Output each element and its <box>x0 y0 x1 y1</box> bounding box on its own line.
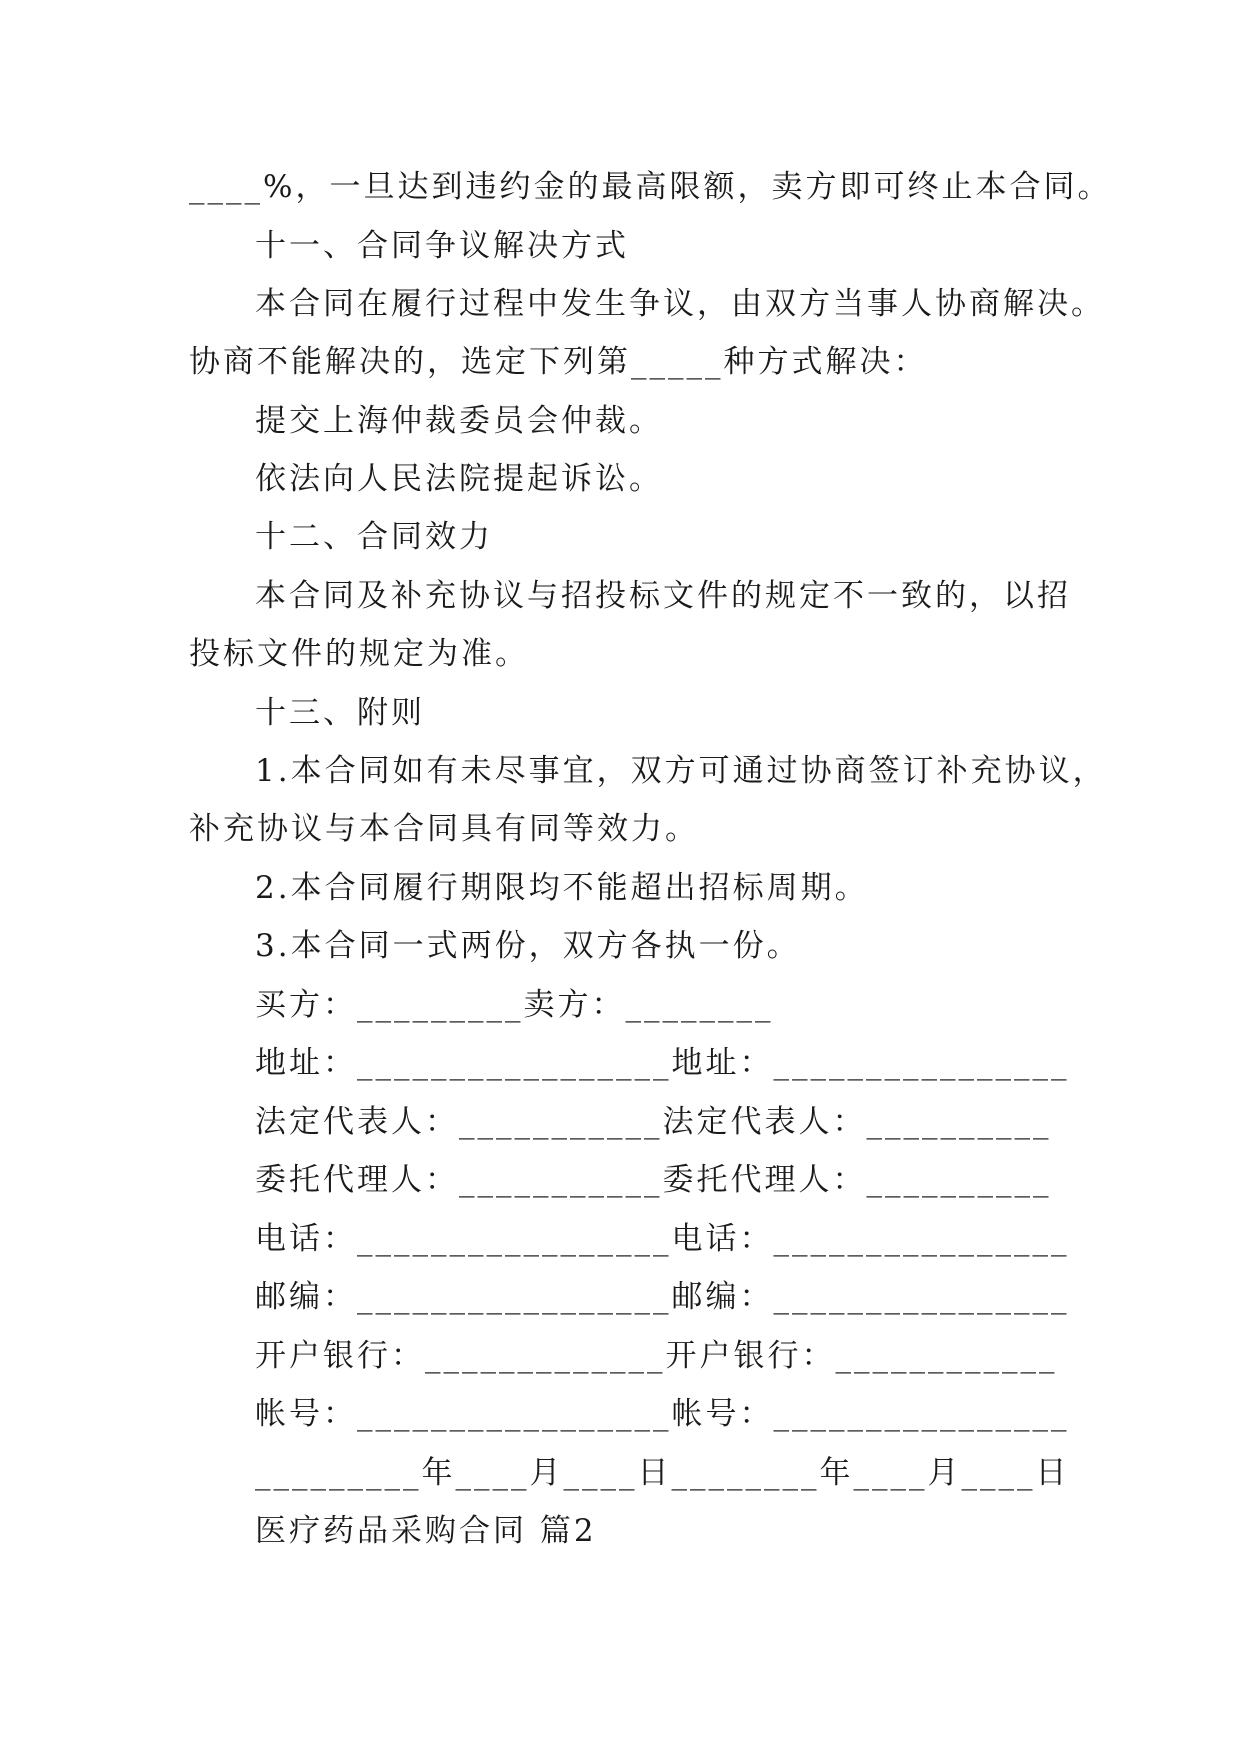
signature-agent-row: 委托代理人：___________委托代理人：__________ <box>255 1162 1052 1198</box>
penalty-clause-end: ____%，一旦达到违约金的最高限额，卖方即可终止本合同。 <box>189 169 1112 205</box>
signature-bank-row: 开户银行：_____________开户银行：____________ <box>255 1338 1058 1374</box>
section-11-heading: 十一、合同争议解决方式 <box>255 228 629 264</box>
signature-date-row: _________年____月____日________年____月____日 <box>255 1455 1070 1491</box>
signature-parties-row: 买方：_________卖方：________ <box>255 987 774 1023</box>
signature-legal-rep-row: 法定代表人：___________法定代表人：__________ <box>255 1104 1052 1140</box>
signature-account-row: 帐号：_________________帐号：________________ <box>255 1396 1070 1432</box>
dispute-paragraph-line-1: 本合同在履行过程中发生争议，由双方当事人协商解决。 <box>255 286 1105 322</box>
section-13-heading: 十三、附则 <box>255 695 425 731</box>
validity-paragraph-line-1: 本合同及补充协议与招投标文件的规定不一致的，以招 <box>255 578 1071 614</box>
dispute-option-litigation: 依法向人民法院提起诉讼。 <box>255 461 663 497</box>
next-article-title: 医疗药品采购合同 篇2 <box>255 1513 597 1549</box>
supplementary-item-1-line-1: 1.本合同如有未尽事宜，双方可通过协商签订补充协议， <box>255 753 1107 789</box>
signature-address-row: 地址：_________________地址：________________ <box>255 1045 1070 1081</box>
validity-paragraph-line-2: 投标文件的规定为准。 <box>189 636 529 672</box>
dispute-paragraph-line-2: 协商不能解决的，选定下列第_____种方式解决： <box>189 344 928 380</box>
supplementary-item-1-line-2: 补充协议与本合同具有同等效力。 <box>189 811 699 847</box>
supplementary-item-2: 2.本合同履行期限均不能超出招标周期。 <box>255 870 869 906</box>
dispute-option-arbitration: 提交上海仲裁委员会仲裁。 <box>255 403 663 439</box>
supplementary-item-3: 3.本合同一式两份，双方各执一份。 <box>255 928 801 964</box>
signature-phone-row: 电话：_________________电话：________________ <box>255 1221 1070 1257</box>
signature-postcode-row: 邮编：_________________邮编：________________ <box>255 1279 1070 1315</box>
section-12-heading: 十二、合同效力 <box>255 519 493 555</box>
